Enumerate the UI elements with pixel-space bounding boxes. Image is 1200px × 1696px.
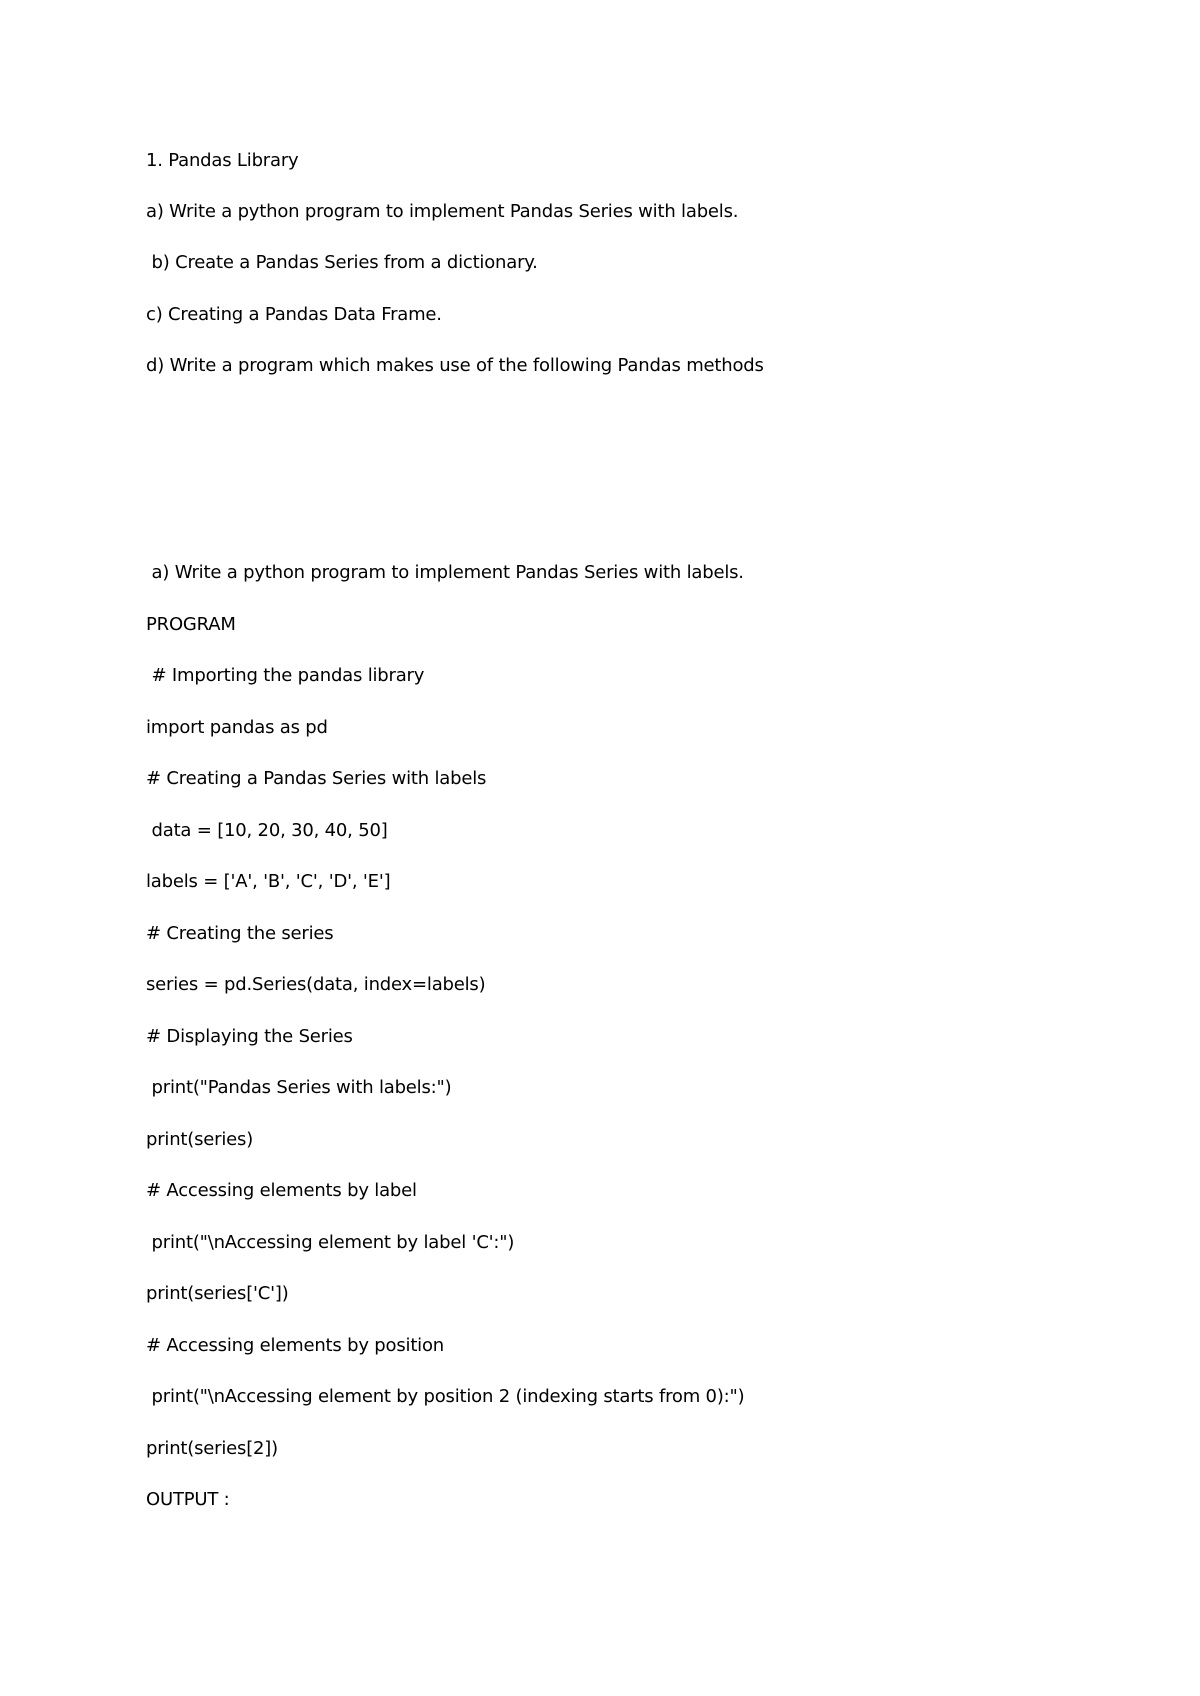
intro-item-c: c) Creating a Pandas Data Frame. [146,304,442,325]
code-line: # Accessing elements by label [146,1180,417,1201]
code-line: print("\nAccessing element by label 'C':") [146,1232,515,1253]
document-title: 1. Pandas Library [146,150,299,171]
code-line: labels = ['A', 'B', 'C', 'D', 'E'] [146,871,391,892]
code-line: # Creating a Pandas Series with labels [146,768,487,789]
intro-item-a: a) Write a python program to implement Pandas Series with labels. [146,201,739,222]
output-label: OUTPUT : [146,1489,230,1510]
code-line: # Accessing elements by position [146,1335,445,1356]
intro-item-d: d) Write a program which makes use of the following Pandas methods [146,355,764,376]
code-line: # Importing the pandas library [146,665,425,686]
code-line: print(series[2]) [146,1438,278,1459]
code-line: print("\nAccessing element by position 2 (indexing starts from 0):") [146,1386,745,1407]
section-a-heading: a) Write a python program to implement Pandas Series with labels. [146,562,744,583]
code-line: # Creating the series [146,923,334,944]
program-label: PROGRAM [146,614,236,635]
code-line: import pandas as pd [146,717,328,738]
code-line: print(series['C']) [146,1283,289,1304]
code-line: series = pd.Series(data, index=labels) [146,974,486,995]
code-line: print(series) [146,1129,254,1150]
code-line: data = [10, 20, 30, 40, 50] [146,820,388,841]
intro-item-b: b) Create a Pandas Series from a dictionary. [146,252,538,273]
code-line: # Displaying the Series [146,1026,353,1047]
code-line: print("Pandas Series with labels:") [146,1077,452,1098]
